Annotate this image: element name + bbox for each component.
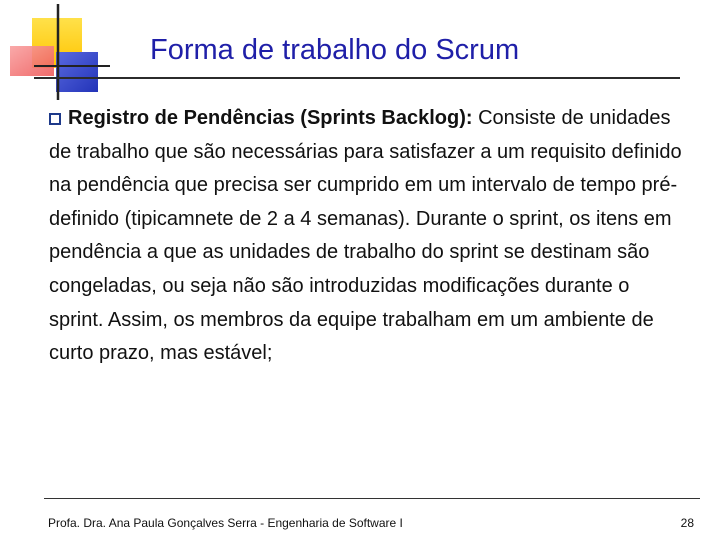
footer-divider	[44, 498, 700, 499]
bullet-lead: Registro de Pendências (Sprints Backlog):	[68, 107, 473, 129]
bullet-paragraph	[49, 102, 689, 371]
bullet-text: Consiste de unidades de trabalho que são necessárias para satisfazer a um requisito definido na pendência que precisa ser cumprido em um intervalo de tempo pré-definido (tipicamnete de 2 a 4 semanas). Durante o sprint, os itens em pendência a que as unidades de trabalho do sprint se destinam são congeladas, ou seja não são introduzidas modificações durante o sprint. Assim, os membros da equipe trabalham em um ambiente de curto prazo, mas estável;	[49, 107, 682, 365]
slide-title: Forma de trabalho do Scrum	[150, 34, 520, 66]
page-number: 28	[680, 516, 694, 530]
hollow-square-bullet-icon	[49, 113, 61, 125]
template-logo-icon	[0, 0, 110, 100]
title-divider	[34, 77, 680, 79]
footer-text: Profa. Dra. Ana Paula Gonçalves Serra - Engenharia de Software I	[48, 516, 403, 530]
